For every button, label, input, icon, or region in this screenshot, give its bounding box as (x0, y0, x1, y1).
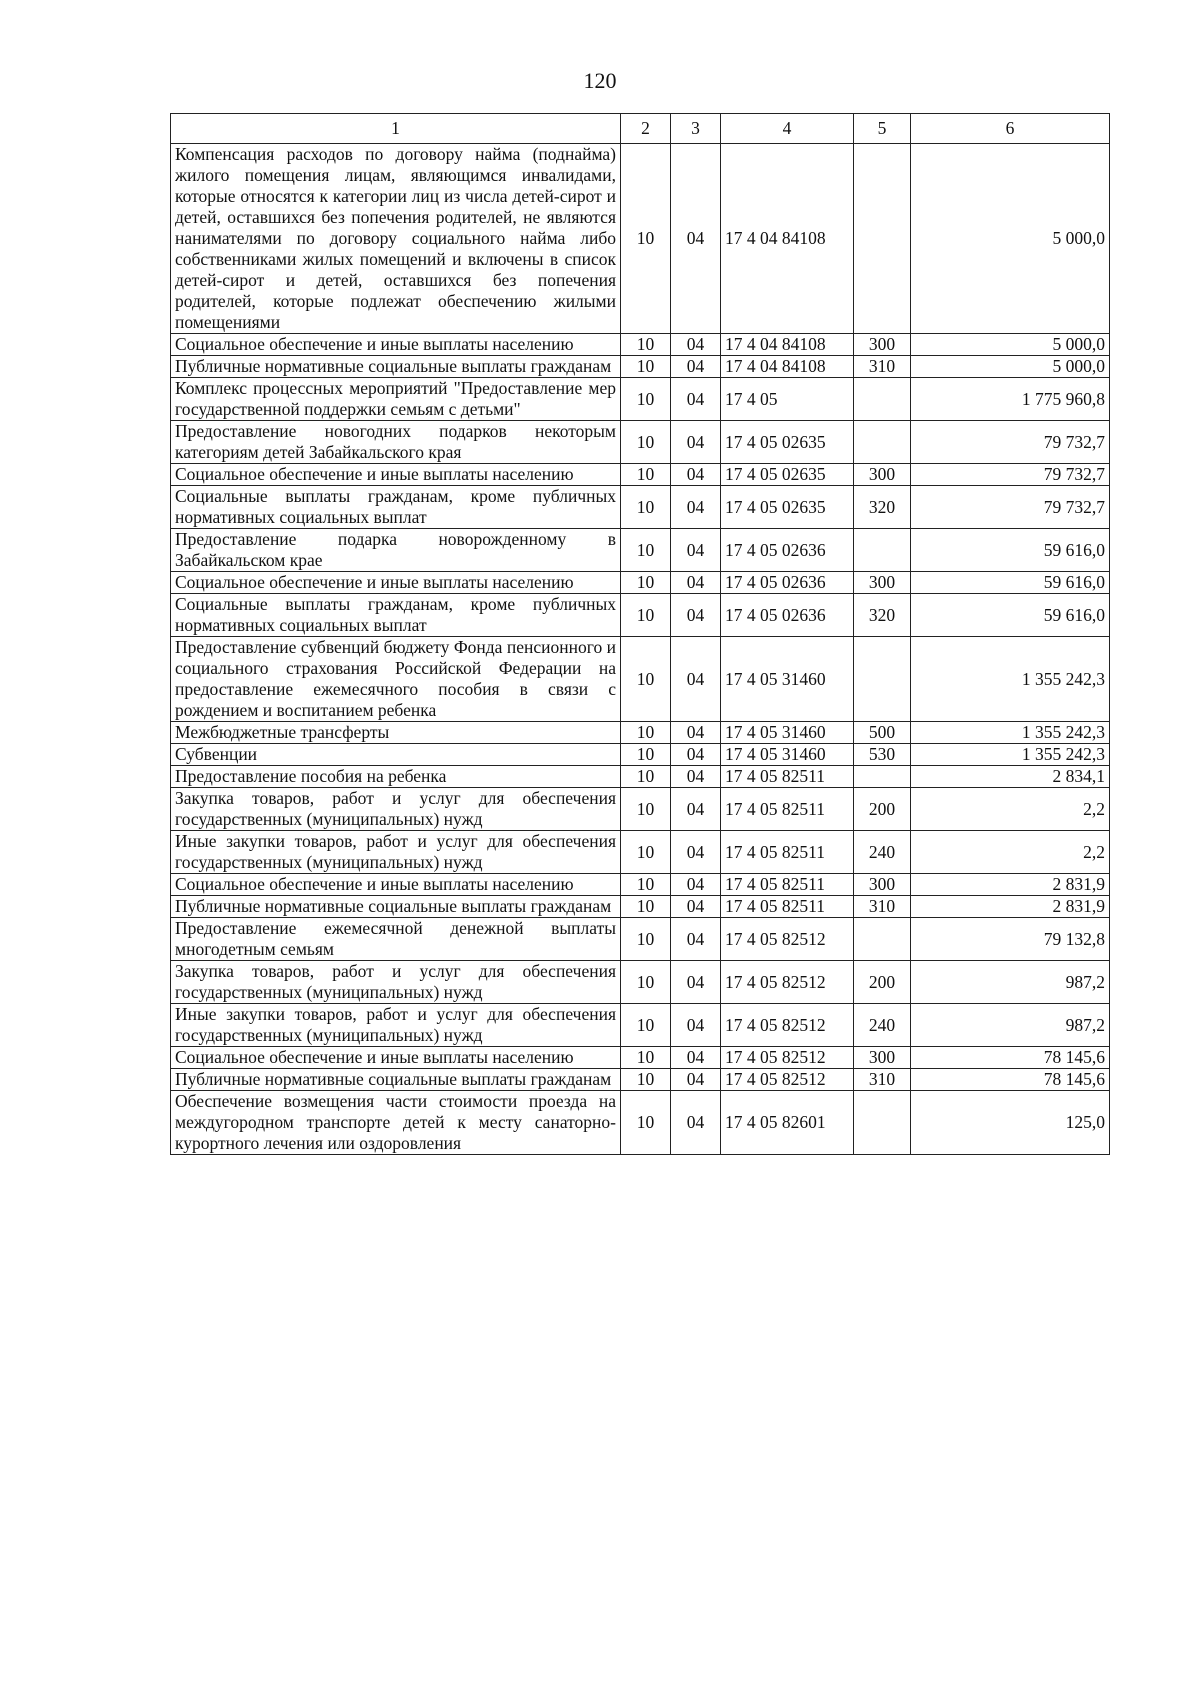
cell-expense-type (854, 144, 911, 334)
cell-amount: 1 355 242,3 (911, 722, 1110, 744)
cell-subsection: 04 (671, 356, 721, 378)
cell-expense-type: 500 (854, 722, 911, 744)
cell-expense-type: 310 (854, 1069, 911, 1091)
cell-amount: 79 732,7 (911, 486, 1110, 529)
cell-target-code: 17 4 05 82601 (721, 1091, 854, 1155)
cell-target-code: 17 4 05 82511 (721, 788, 854, 831)
header-cell-subsection: 3 (671, 114, 721, 144)
table-row (171, 421, 1110, 464)
cell-section: 10 (621, 378, 671, 421)
cell-section: 10 (621, 896, 671, 918)
cell-target-code: 17 4 05 02635 (721, 464, 854, 486)
cell-target-code: 17 4 05 82511 (721, 896, 854, 918)
cell-section: 10 (621, 831, 671, 874)
cell-amount: 1 775 960,8 (911, 378, 1110, 421)
table-body (171, 114, 1110, 1155)
cell-subsection: 04 (671, 378, 721, 421)
cell-amount: 2,2 (911, 788, 1110, 831)
cell-target-code: 17 4 05 31460 (721, 722, 854, 744)
cell-name: Социальное обеспечение и иные выплаты населению (171, 334, 621, 356)
cell-name: Социальное обеспечение и иные выплаты населению (171, 874, 621, 896)
cell-name: Предоставление субвенций бюджету Фонда пенсионного и социального страхования Российской Федерации на предоставление ежемесячного пособия в связи с рождением и воспитанием ребенка (171, 637, 621, 722)
cell-amount: 5 000,0 (911, 334, 1110, 356)
cell-expense-type: 240 (854, 831, 911, 874)
cell-amount: 2 831,9 (911, 874, 1110, 896)
cell-amount: 987,2 (911, 1004, 1110, 1047)
cell-section: 10 (621, 766, 671, 788)
cell-section: 10 (621, 722, 671, 744)
cell-amount: 2,2 (911, 831, 1110, 874)
cell-target-code: 17 4 04 84108 (721, 356, 854, 378)
table-row (171, 1004, 1110, 1047)
cell-section: 10 (621, 572, 671, 594)
cell-subsection: 04 (671, 529, 721, 572)
table-row (171, 788, 1110, 831)
cell-target-code: 17 4 05 31460 (721, 637, 854, 722)
cell-subsection: 04 (671, 1004, 721, 1047)
cell-section: 10 (621, 1047, 671, 1069)
header-cell-section: 2 (621, 114, 671, 144)
cell-target-code: 17 4 05 82512 (721, 1047, 854, 1069)
cell-section: 10 (621, 421, 671, 464)
cell-name: Иные закупки товаров, работ и услуг для обеспечения государственных (муниципальных) нужд (171, 1004, 621, 1047)
cell-section: 10 (621, 918, 671, 961)
cell-subsection: 04 (671, 594, 721, 637)
cell-name: Социальное обеспечение и иные выплаты населению (171, 572, 621, 594)
cell-section: 10 (621, 594, 671, 637)
cell-section: 10 (621, 788, 671, 831)
table-row (171, 572, 1110, 594)
cell-name: Обеспечение возмещения части стоимости проезда на междугородном транспорте детей к месту санаторно-курортного лечения или оздоровления (171, 1091, 621, 1155)
cell-name: Предоставление подарка новорожденному в Забайкальском крае (171, 529, 621, 572)
cell-amount: 2 831,9 (911, 896, 1110, 918)
cell-target-code: 17 4 04 84108 (721, 144, 854, 334)
table-row (171, 722, 1110, 744)
cell-target-code: 17 4 05 02636 (721, 594, 854, 637)
cell-name: Публичные нормативные социальные выплаты гражданам (171, 896, 621, 918)
cell-name: Предоставление новогодних подарков некоторым категориям детей Забайкальского края (171, 421, 621, 464)
cell-amount: 1 355 242,3 (911, 637, 1110, 722)
cell-expense-type: 310 (854, 356, 911, 378)
cell-expense-type (854, 1091, 911, 1155)
cell-subsection: 04 (671, 722, 721, 744)
cell-section: 10 (621, 464, 671, 486)
cell-expense-type: 300 (854, 874, 911, 896)
cell-section: 10 (621, 637, 671, 722)
cell-expense-type: 300 (854, 572, 911, 594)
cell-expense-type: 300 (854, 1047, 911, 1069)
table-row (171, 464, 1110, 486)
cell-name: Социальные выплаты гражданам, кроме публичных нормативных социальных выплат (171, 486, 621, 529)
cell-section: 10 (621, 1004, 671, 1047)
cell-section: 10 (621, 356, 671, 378)
cell-section: 10 (621, 334, 671, 356)
cell-expense-type (854, 918, 911, 961)
cell-name: Публичные нормативные социальные выплаты гражданам (171, 1069, 621, 1091)
table-row (171, 766, 1110, 788)
table-row (171, 1047, 1110, 1069)
cell-amount: 79 732,7 (911, 421, 1110, 464)
cell-amount: 59 616,0 (911, 572, 1110, 594)
table-row (171, 594, 1110, 637)
cell-subsection: 04 (671, 1091, 721, 1155)
cell-expense-type: 320 (854, 594, 911, 637)
cell-subsection: 04 (671, 744, 721, 766)
cell-target-code: 17 4 05 02635 (721, 421, 854, 464)
cell-name: Предоставление пособия на ребенка (171, 766, 621, 788)
cell-name: Предоставление ежемесячной денежной выплаты многодетным семьям (171, 918, 621, 961)
header-row (171, 114, 1110, 144)
cell-expense-type: 320 (854, 486, 911, 529)
cell-amount: 5 000,0 (911, 144, 1110, 334)
cell-amount: 2 834,1 (911, 766, 1110, 788)
table-row (171, 918, 1110, 961)
table-row (171, 486, 1110, 529)
cell-name: Закупка товаров, работ и услуг для обеспечения государственных (муниципальных) нужд (171, 788, 621, 831)
cell-expense-type: 300 (854, 334, 911, 356)
header-cell-name: 1 (171, 114, 621, 144)
cell-name: Социальное обеспечение и иные выплаты населению (171, 1047, 621, 1069)
cell-name: Социальные выплаты гражданам, кроме публичных нормативных социальных выплат (171, 594, 621, 637)
cell-expense-type (854, 421, 911, 464)
cell-section: 10 (621, 874, 671, 896)
cell-amount: 79 132,8 (911, 918, 1110, 961)
cell-amount: 59 616,0 (911, 594, 1110, 637)
cell-target-code: 17 4 05 82512 (721, 1004, 854, 1047)
header-cell-amount: 6 (911, 114, 1110, 144)
cell-target-code: 17 4 05 (721, 378, 854, 421)
cell-target-code: 17 4 05 82511 (721, 831, 854, 874)
table-row (171, 637, 1110, 722)
cell-subsection: 04 (671, 421, 721, 464)
cell-expense-type (854, 378, 911, 421)
table-row (171, 1091, 1110, 1155)
header-cell-expense-type: 5 (854, 114, 911, 144)
cell-section: 10 (621, 1069, 671, 1091)
cell-subsection: 04 (671, 1069, 721, 1091)
table-row (171, 961, 1110, 1004)
cell-target-code: 17 4 05 02636 (721, 572, 854, 594)
table-row (171, 896, 1110, 918)
cell-subsection: 04 (671, 572, 721, 594)
table-row (171, 1069, 1110, 1091)
cell-target-code: 17 4 05 31460 (721, 744, 854, 766)
table-row (171, 744, 1110, 766)
cell-subsection: 04 (671, 766, 721, 788)
cell-section: 10 (621, 744, 671, 766)
cell-amount: 78 145,6 (911, 1069, 1110, 1091)
cell-target-code: 17 4 04 84108 (721, 334, 854, 356)
cell-name: Публичные нормативные социальные выплаты гражданам (171, 356, 621, 378)
table-row (171, 334, 1110, 356)
table-row (171, 874, 1110, 896)
header-cell-target-code: 4 (721, 114, 854, 144)
cell-amount: 1 355 242,3 (911, 744, 1110, 766)
cell-target-code: 17 4 05 82511 (721, 766, 854, 788)
cell-amount: 987,2 (911, 961, 1110, 1004)
cell-subsection: 04 (671, 961, 721, 1004)
cell-subsection: 04 (671, 896, 721, 918)
cell-section: 10 (621, 486, 671, 529)
cell-target-code: 17 4 05 82512 (721, 1069, 854, 1091)
cell-expense-type: 530 (854, 744, 911, 766)
cell-subsection: 04 (671, 144, 721, 334)
cell-amount: 78 145,6 (911, 1047, 1110, 1069)
cell-expense-type: 240 (854, 1004, 911, 1047)
cell-target-code: 17 4 05 82512 (721, 961, 854, 1004)
cell-name: Комплекс процессных мероприятий "Предоставление мер государственной поддержки семьям с детьми" (171, 378, 621, 421)
cell-target-code: 17 4 05 02636 (721, 529, 854, 572)
cell-amount: 59 616,0 (911, 529, 1110, 572)
table-row (171, 378, 1110, 421)
cell-subsection: 04 (671, 918, 721, 961)
cell-section: 10 (621, 961, 671, 1004)
cell-subsection: 04 (671, 637, 721, 722)
cell-target-code: 17 4 05 82512 (721, 918, 854, 961)
cell-subsection: 04 (671, 831, 721, 874)
cell-amount: 79 732,7 (911, 464, 1110, 486)
cell-amount: 125,0 (911, 1091, 1110, 1155)
cell-subsection: 04 (671, 1047, 721, 1069)
cell-expense-type: 300 (854, 464, 911, 486)
cell-subsection: 04 (671, 334, 721, 356)
cell-section: 10 (621, 144, 671, 334)
cell-name: Закупка товаров, работ и услуг для обеспечения государственных (муниципальных) нужд (171, 961, 621, 1004)
cell-expense-type: 200 (854, 788, 911, 831)
cell-expense-type (854, 529, 911, 572)
table-row (171, 356, 1110, 378)
cell-expense-type: 200 (854, 961, 911, 1004)
cell-name: Межбюджетные трансферты (171, 722, 621, 744)
cell-target-code: 17 4 05 02635 (721, 486, 854, 529)
cell-name: Субвенции (171, 744, 621, 766)
cell-section: 10 (621, 1091, 671, 1155)
cell-expense-type (854, 637, 911, 722)
cell-name: Иные закупки товаров, работ и услуг для обеспечения государственных (муниципальных) нужд (171, 831, 621, 874)
budget-table (170, 113, 1110, 1155)
cell-subsection: 04 (671, 486, 721, 529)
cell-name: Социальное обеспечение и иные выплаты населению (171, 464, 621, 486)
cell-amount: 5 000,0 (911, 356, 1110, 378)
cell-subsection: 04 (671, 874, 721, 896)
page-number: 120 (583, 68, 617, 93)
table-row (171, 831, 1110, 874)
cell-subsection: 04 (671, 464, 721, 486)
cell-subsection: 04 (671, 788, 721, 831)
cell-name: Компенсация расходов по договору найма (поднайма) жилого помещения лицам, являющимся инвалидами, которые относятся к категории лиц из числа детей-сирот и детей, оставшихся без попечения родителей, не являются нанимателями по договору социального найма либо собственниками жилых помещений и включены в список детей-сирот и детей, оставшихся без попечения родителей, которые подлежат обеспечению жилыми помещениями (171, 144, 621, 334)
table-row (171, 144, 1110, 334)
cell-target-code: 17 4 05 82511 (721, 874, 854, 896)
cell-expense-type: 310 (854, 896, 911, 918)
table-row (171, 529, 1110, 572)
cell-section: 10 (621, 529, 671, 572)
cell-expense-type (854, 766, 911, 788)
